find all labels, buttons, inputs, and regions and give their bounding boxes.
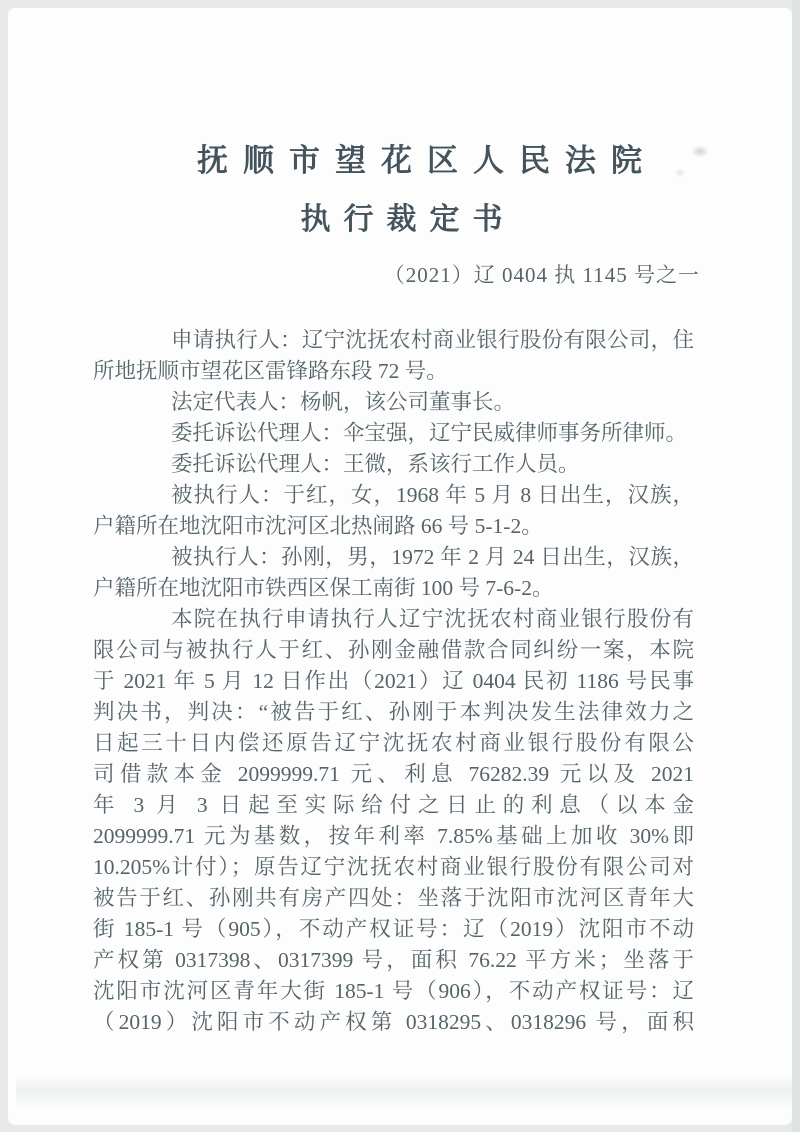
body-line: 产权第 0317398、0317399 号，面积 76.22 平方米；坐落于 [93,948,694,972]
body-line: 街 185-1 号（905），不动产权证号：辽（2019）沈阳市不动 [93,917,694,941]
body-line: 日起三十日内偿还原告辽宁沈抚农村商业银行股份有限公 [93,731,694,755]
body-line: 委托诉讼代理人：伞宝强，辽宁民威律师事务所律师。 [171,421,688,445]
document-page [8,8,792,1125]
body-line: 限公司与被执行人于红、孙刚金融借款合同纠纷一案，本院 [93,638,694,662]
body-line: （2019）沈阳市不动产权第 0318295、0318296 号，面积 [93,1010,694,1034]
scan-smudge-artifact-small [674,168,686,177]
body-line: 被执行人：孙刚，男，1972 年 2 月 24 日出生，汉族， [171,545,694,569]
body-line: 户籍所在地沈阳市铁西区保工南街 100 号 7-6-2。 [93,576,554,600]
body-line: 申请执行人：辽宁沈抚农村商业银行股份有限公司，住 [171,328,694,352]
body-line: 被执行人：于红，女，1968 年 5 月 8 日出生，汉族， [171,483,694,507]
case-number: （2021）辽 0404 执 1145 号之一 [383,263,700,287]
scan-smudge-artifact [691,145,709,158]
body-line: 本院在执行申请执行人辽宁沈抚农村商业银行股份有 [171,607,694,631]
body-line: 被告于红、孙刚共有房产四处：坐落于沈阳市沈河区青年大 [93,886,694,910]
scan-shadow-artifact [16,1074,800,1110]
body-line: 沈阳市沈河区青年大街 185-1 号（906），不动产权证号：辽 [93,979,694,1003]
body-line: 司借款本金 2099999.71 元、利息 76282.39 元以及 2021 [93,762,694,786]
body-line: 年 3 月 3 日起至实际给付之日止的利息（以本金 [93,793,694,817]
body-line: 10.205%计付）；原告辽宁沈抚农村商业银行股份有限公司对 [93,855,694,879]
scan-edge-strip [792,0,800,1132]
body-line: 2099999.71 元为基数，按年利率 7.85%基础上加收 30%即 [93,824,694,848]
document-body [93,325,694,1038]
body-line: 于 2021 年 5 月 12 日作出（2021）辽 0404 民初 1186 号民事 [93,669,694,693]
body-line: 户籍所在地沈阳市沈河区北热闹路 66 号 5-1-2。 [93,514,543,538]
court-name-heading: 抚顺市望花区人民法院 [197,143,657,178]
body-line: 委托诉讼代理人：王微，系该行工作人员。 [171,452,580,476]
body-line: 法定代表人：杨帆，该公司董事长。 [171,390,516,414]
body-line: 所地抚顺市望花区雷锋路东段 72 号。 [93,359,448,383]
body-line: 判决书，判决：“被告于红、孙刚于本判决发生法律效力之 [93,700,694,724]
document-title: 执行裁定书 [300,203,516,236]
